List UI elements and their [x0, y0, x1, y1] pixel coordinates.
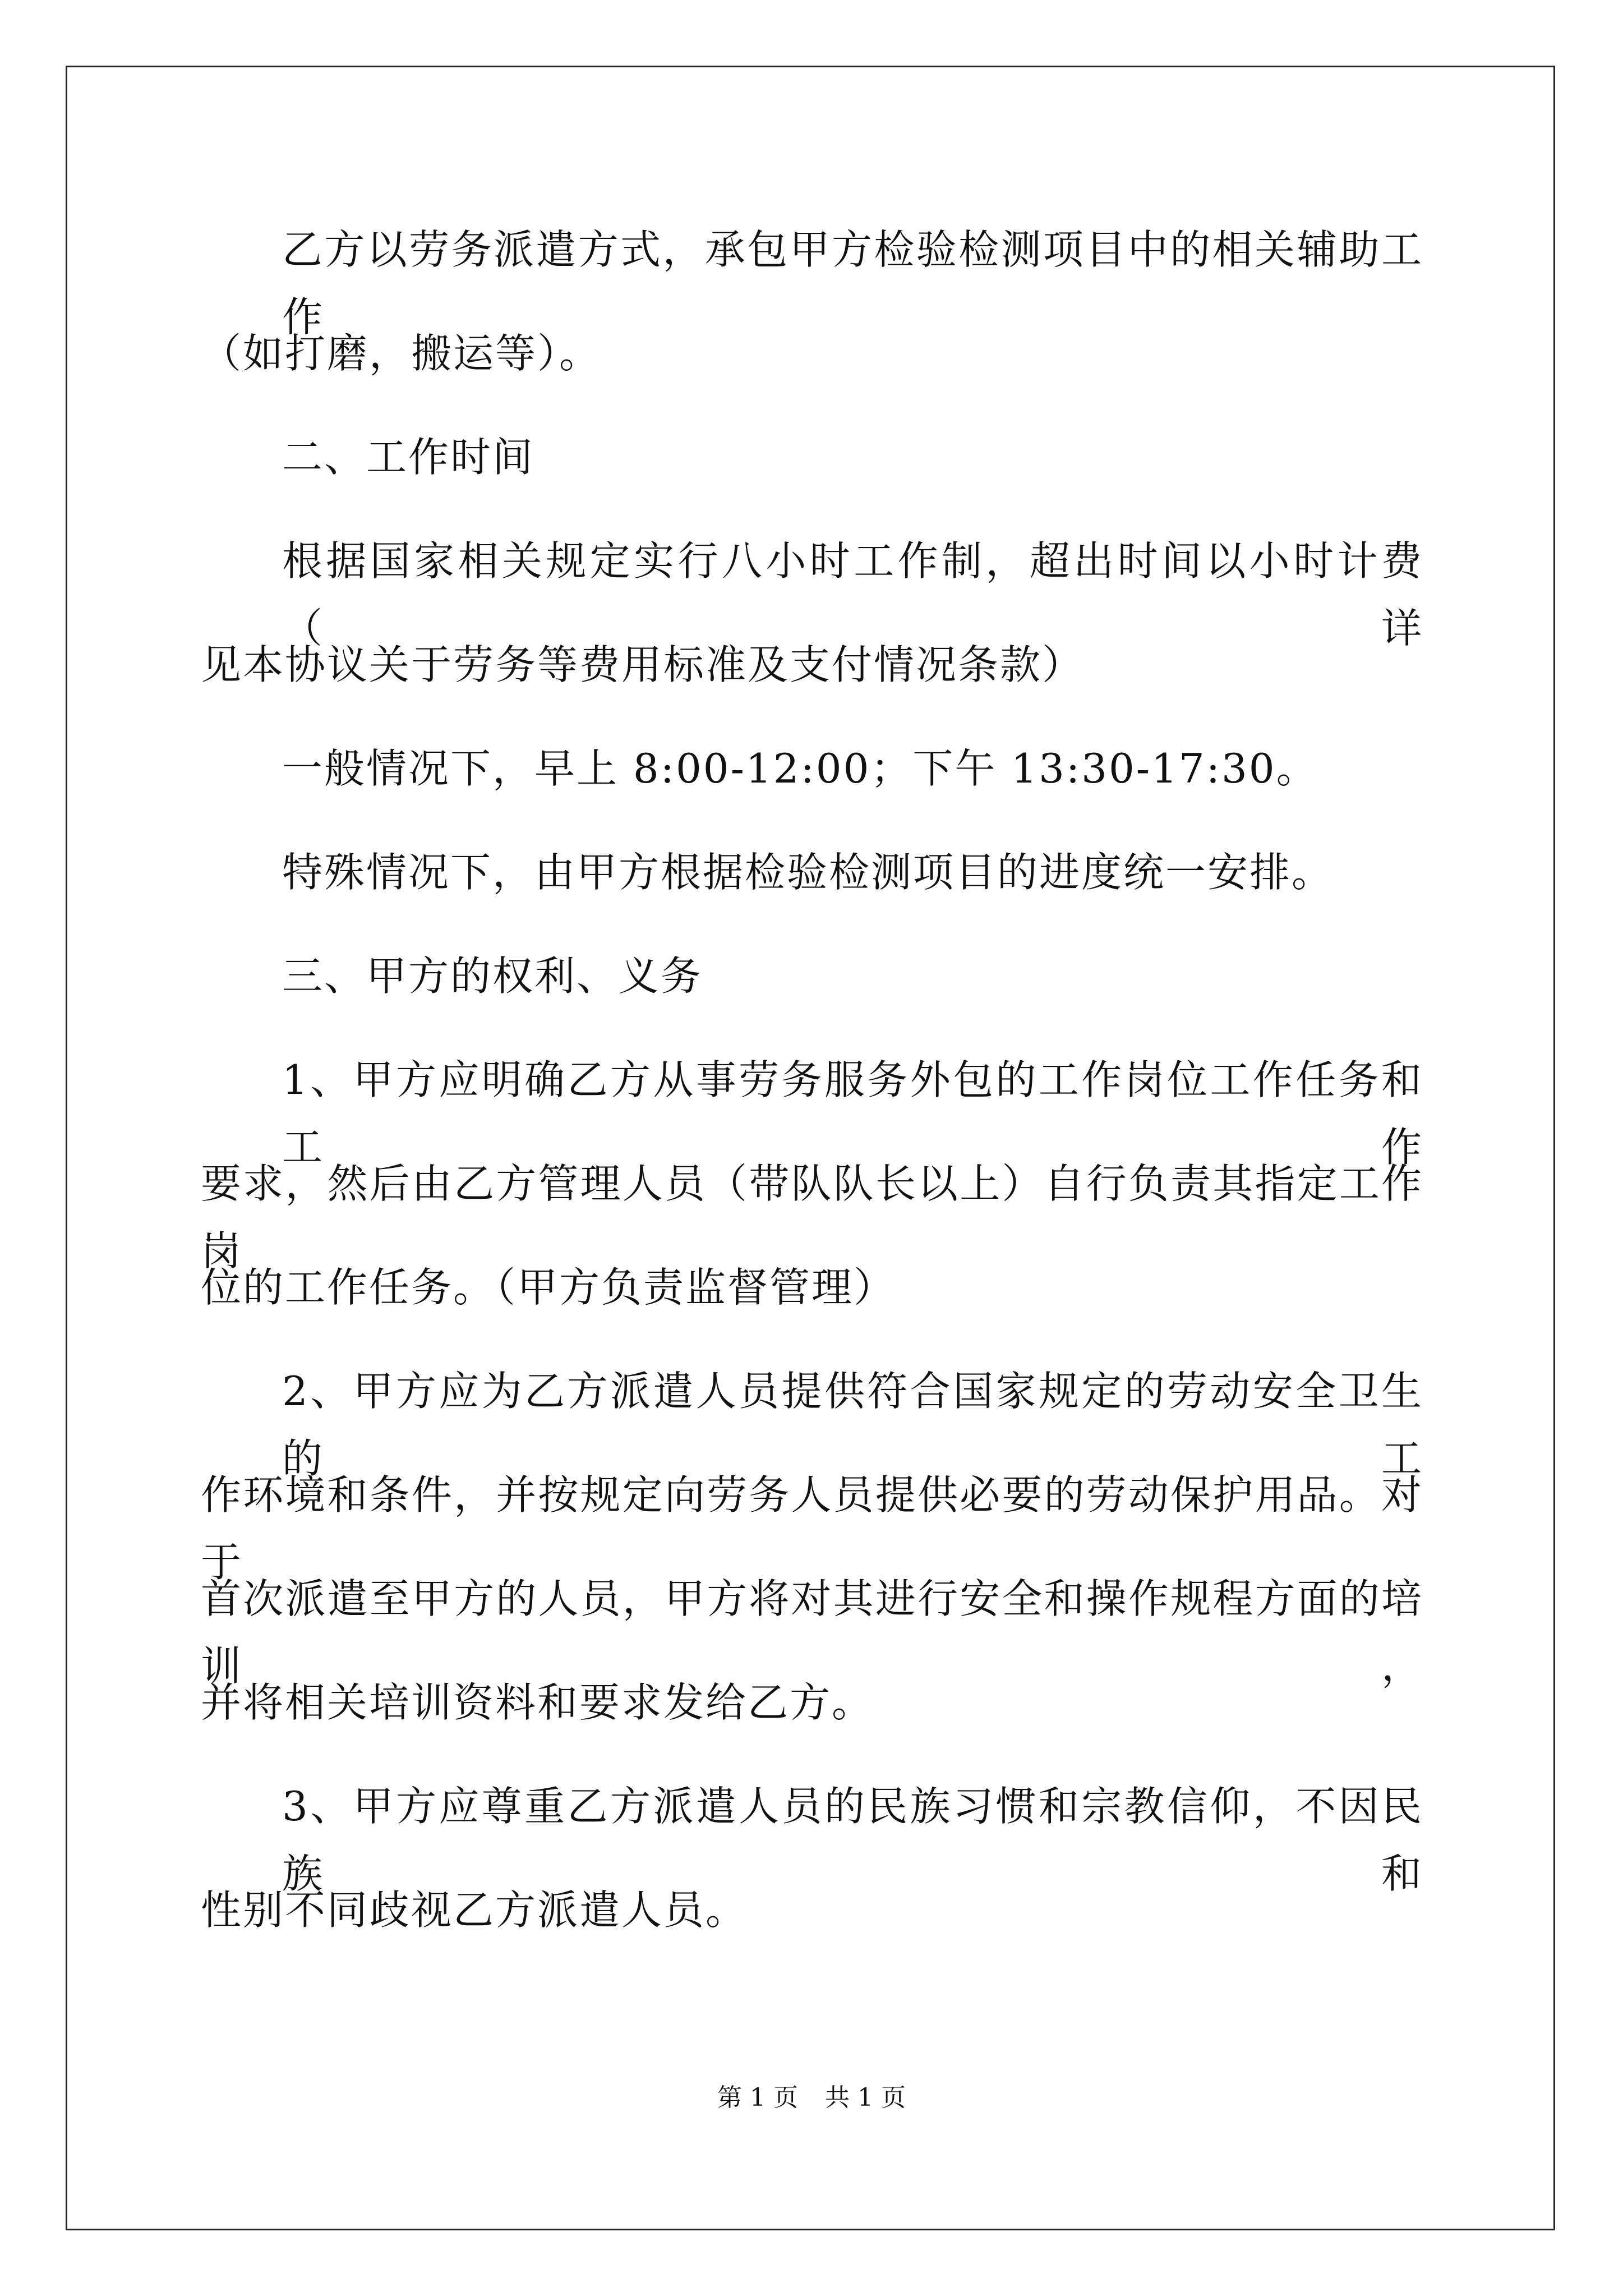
paragraph-line: 一般情况下，早上 8:00-12:00；下午 13:30-17:30。 — [282, 745, 1318, 792]
paragraph-line: 首次派遣至甲方的人员，甲方将对其进行安全和操作规程方面的培训， — [201, 1575, 1423, 1690]
paragraph-line: 要求，然后由乙方管理人员（带队队长以上）自行负责其指定工作岗 — [201, 1160, 1423, 1274]
paragraph-line: 乙方以劳务派遣方式，承包甲方检验检测项目中的相关辅助工作 — [282, 226, 1423, 341]
paragraph-line: （如打磨，搬运等）。 — [201, 330, 602, 377]
paragraph-line: 根据国家相关规定实行八小时工作制，超出时间以小时计费（详 — [282, 537, 1423, 652]
paragraph-line: 1、甲方应明确乙方从事劳务服务外包的工作岗位工作任务和工作 — [282, 1056, 1423, 1171]
paragraph-line: 性别不同歧视乙方派遣人员。 — [201, 1887, 748, 1934]
section-heading: 二、工作时间 — [282, 434, 535, 481]
page-number: 第 1 页 — [717, 2083, 798, 2112]
section-heading: 三、甲方的权利、义务 — [282, 953, 703, 1000]
paragraph-line: 并将相关培训资料和要求发给乙方。 — [201, 1679, 874, 1726]
paragraph-line: 见本协议关于劳务等费用标准及支付情况条款） — [201, 641, 1085, 688]
paragraph-line: 3、甲方应尊重乙方派遣人员的民族习惯和宗教信仰，不因民族和 — [282, 1783, 1423, 1897]
paragraph-line: 特殊情况下，由甲方根据检验检测项目的进度统一安排。 — [282, 849, 1334, 896]
page-total: 共 1 页 — [825, 2083, 906, 2112]
paragraph-line: 作环境和条件，并按规定向劳务人员提供必要的劳动保护用品。对于 — [201, 1471, 1423, 1586]
paragraph-line: 2、甲方应为乙方派遣人员提供符合国家规定的劳动安全卫生的工 — [282, 1368, 1423, 1482]
paragraph-line: 位的工作任务。（甲方负责监督管理） — [201, 1264, 896, 1311]
page-footer — [0, 2081, 1623, 2115]
